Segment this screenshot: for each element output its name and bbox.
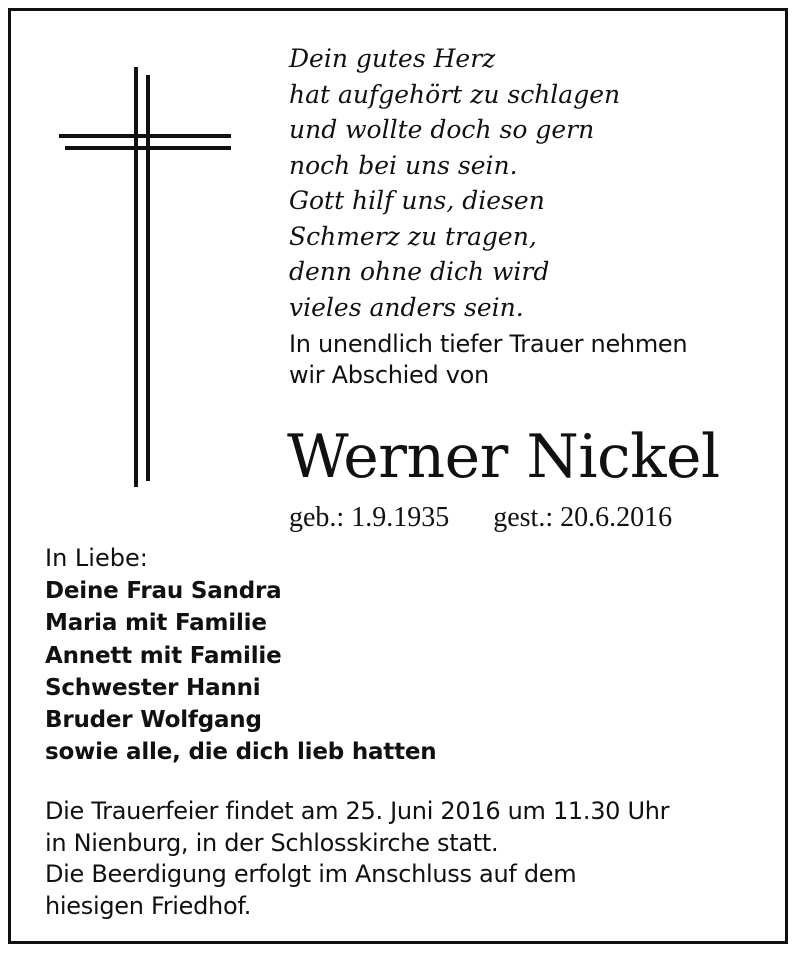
deceased-name: Werner Nickel bbox=[287, 422, 720, 492]
poem-line: Gott hilf uns, diesen bbox=[289, 186, 545, 215]
ceremony-line: Die Trauerfeier findet am 25. Juni 2016 um 11.30 Uhr bbox=[45, 797, 670, 825]
poem-line: denn ohne dich wird bbox=[289, 257, 550, 286]
mourner-item: Bruder Wolfgang bbox=[45, 707, 262, 734]
poem-line: vieles anders sein. bbox=[289, 292, 524, 322]
intro-line: In unendlich tiefer Trauer nehmen bbox=[289, 330, 688, 358]
ceremony-line: Die Beerdigung erfolgt im Anschluss auf dem bbox=[45, 860, 577, 888]
farewell-intro bbox=[289, 329, 687, 391]
mourner-item: Schwester Hanni bbox=[45, 674, 261, 701]
mourner-item: Maria mit Familie bbox=[45, 610, 267, 637]
death-date: gest.: 20.6.2016 bbox=[493, 502, 673, 533]
ceremony-line: hiesigen Friedhof. bbox=[45, 891, 252, 920]
ceremony-line: in Nienburg, in der Schlosskirche statt. bbox=[45, 828, 499, 857]
birth-date: geb.: 1.9.1935 bbox=[289, 502, 450, 533]
mourners-label: In Liebe: bbox=[45, 544, 148, 572]
intro-line: wir Abschied von bbox=[289, 361, 489, 389]
mourner-item: Deine Frau Sandra bbox=[45, 578, 282, 604]
poem-line: und wollte doch so gern bbox=[289, 115, 595, 144]
ceremony-details bbox=[45, 796, 669, 922]
poem bbox=[289, 41, 620, 325]
life-dates bbox=[289, 501, 672, 535]
poem-line: Schmerz zu tragen, bbox=[289, 221, 537, 251]
poem-line: noch bei uns sein. bbox=[289, 150, 518, 180]
mourners-list bbox=[45, 575, 436, 769]
poem-line: hat aufgehört zu schlagen bbox=[289, 79, 621, 109]
obituary-notice bbox=[8, 8, 788, 944]
mourner-item: sowie alle, die dich lieb hatten bbox=[45, 739, 437, 766]
cross-icon bbox=[59, 67, 239, 497]
mourner-item: Annett mit Familie bbox=[45, 642, 282, 669]
poem-line: Dein gutes Herz bbox=[289, 44, 496, 73]
